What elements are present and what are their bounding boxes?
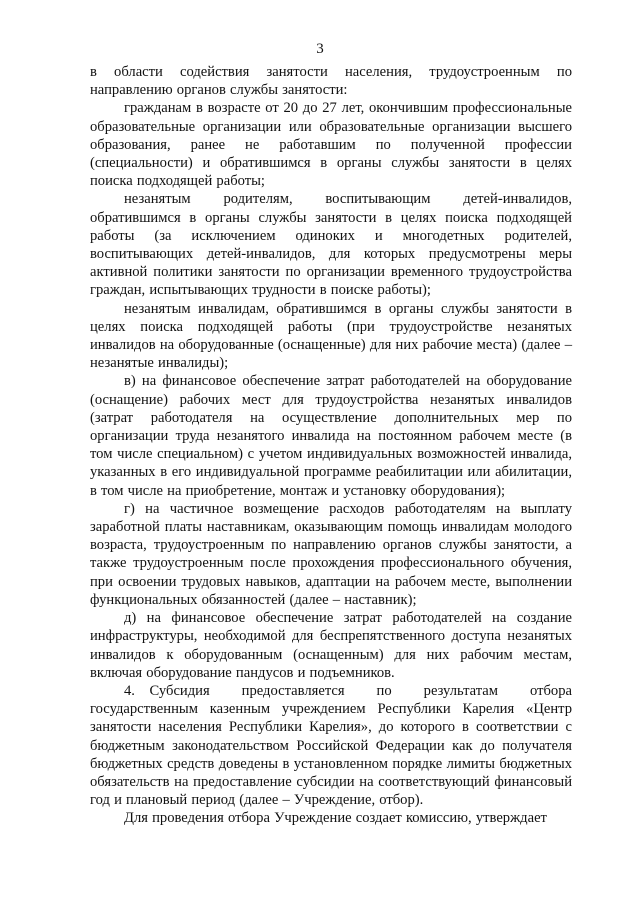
page-number: 3 bbox=[316, 41, 324, 57]
paragraph: г) на частичное возмещение расходов работодателям на выплату заработной платы наставникам, оказывающим помощь инвалидам молодого возраста, трудоустроенным по направлению органов службы занятости, а также трудоустроенным после прохождения профессионального обучения, при освоении трудовых навыков, адаптации на рабочем месте, выполнении функциональных обязанностей (далее – наставник); bbox=[90, 500, 572, 608]
document-body bbox=[90, 63, 572, 828]
paragraph: Для проведения отбора Учреждение создает комиссию, утверждает bbox=[124, 810, 547, 827]
paragraph: незанятым родителям, воспитывающим детей-инвалидов, обратившимся в органы службы занятости в целях поиска подходящей работы (за исключением одиноких и многодетных родителей, воспитывающих детей-инвалидов, для которых предусмотрены меры активной политики занятости по организации временного трудоустройства граждан, испытывающих трудности в поиске работы); bbox=[90, 191, 572, 299]
paragraph: в области содействия занятости населения, трудоустроенным по направлению органов службы занятости: bbox=[90, 64, 572, 99]
paragraph: незанятым инвалидам, обратившимся в органы службы занятости в целях поиска подходящей работы (при трудоустройстве незанятых инвалидов на оборудованные (оснащенные) для них рабочие места) (далее – незанятые инвалиды); bbox=[90, 300, 572, 372]
paragraph: 4. Субсидия предоставляется по результатам отбора государственным казенным учреждением Республики Карелия «Центр занятости населения Республики Карелия», до которого в соответствии с бюджетным законодательством Российской Федерации как до получателя бюджетных средств доведены в установленном порядке лимиты бюджетных обязательств на предоставление субсидии на соответствующий финансовый год и плановый период (далее – Учреждение, отбор). bbox=[90, 682, 572, 809]
paragraph: гражданам в возрасте от 20 до 27 лет, окончившим профессиональные образовательные организации или образовательные организации высшего образования, ранее не работавшим по полученной профессии (специальности) и обратившимся в органы службы занятости в целях поиска подходящей работы; bbox=[90, 100, 572, 190]
paragraph: в) на финансовое обеспечение затрат работодателей на оборудование (оснащение) рабочих мест для трудоустройства незанятых инвалидов (затрат работодателя на осуществление дополнительных мер по организации труда незанятого инвалида на постоянном рабочем месте (в том числе специальном) с учетом индивидуальных возможностей инвалида, указанных в его индивидуальной программе реабилитации или абилитации, в том числе на приобретение, монтаж и установку оборудования); bbox=[90, 373, 572, 499]
paragraph: д) на финансовое обеспечение затрат работодателей на создание инфраструктуры, необходимой для беспрепятственного доступа незанятых инвалидов к оборудованным (оснащенным) для них рабочим местам, включая оборудование пандусов и подъемников. bbox=[90, 610, 572, 681]
